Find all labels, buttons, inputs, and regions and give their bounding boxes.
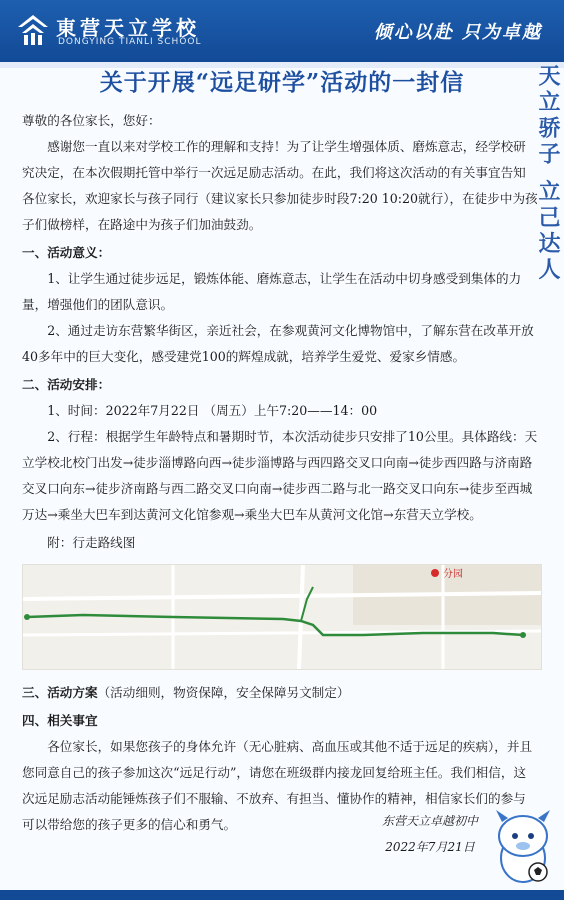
school-slogan: 倾心以赴 只为卓越 (373, 22, 542, 43)
map-pin-icon (431, 569, 439, 577)
letter-body (22, 108, 538, 838)
letter-title: 关于开展“远足研学”活动的一封信 (99, 69, 465, 96)
section-3-line (22, 680, 538, 706)
section-2-para-2: 2、行程：根据学生年龄特点和暑期时节，本次活动徒步只安排了10公里。具体路线：天立学校北校门出发→徒步淄博路向西→徒步淄博路与西四路交叉口向南→徒步西四路与济南路交叉口向东→徒步济南路与西二路交叉口向南→徒步西二路与北一路交叉口向东→徒步至西城万达→乘坐大巴车到达黄河文化馆参观→乘坐大巴车从黄河文化馆→东营天立学校。 (22, 429, 538, 522)
mascot-icon (488, 806, 558, 886)
section-2-heading: 二、活动安排： (22, 377, 111, 392)
attachment-label: 附：行走路线图 (47, 535, 136, 550)
section-2-para-1: 1、时间：2022年7月22日 （周五）上午7:20——14：00 (47, 403, 378, 418)
intro-paragraph: 感谢您一直以来对学校工作的理解和支持！为了让学生增强体质、磨炼意志，经学校研究决定，在本次假期托管中举行一次远足励志活动。在此，我们将这次活动的有关事宜告知各位家长，欢迎家长与孩子同行（建议家长只参加徒步时段7:20 10:20就行），在徒步中为孩子们做榜样，在路途中为孩子们加油鼓劲。 (22, 139, 538, 232)
signature-block (360, 808, 500, 860)
header-banner (0, 0, 564, 62)
footer-bar (0, 890, 564, 900)
school-logo-icon (16, 13, 50, 47)
route-map-graphic (23, 565, 541, 669)
greeting: 尊敬的各位家长，您好： (22, 113, 161, 128)
signature-org: 东营天立卓越初中 (381, 814, 478, 828)
route-map (22, 564, 542, 670)
section-3-heading: 三、活动方案 (22, 685, 98, 700)
section-1-heading: 一、活动意义： (22, 245, 111, 260)
map-label: 分园 (443, 569, 463, 580)
section-1-para-2: 2、通过走访东营繁华街区，亲近社会，在参观黄河文化博物馆中，了解东营在改革开放40多年中的巨大变化，感受建党100的辉煌成就，培养学生爱党、爱家乡情感。 (22, 323, 534, 364)
section-1-para-1: 1、让学生通过徒步远足，锻炼体能、磨炼意志，让学生在活动中切身感受到集体的力量，增强他们的团队意识。 (22, 271, 522, 312)
school-name-cn: 東营天立学校 (56, 16, 200, 40)
school-name-en: DONGYING TIANLI SCHOOL (58, 37, 202, 47)
signature-date: 2022年7月21日 (385, 840, 475, 854)
section-4-heading: 四、相关事宜 (22, 713, 98, 728)
section-3-note: （活动细则，物资保障，安全保障另文制定） (97, 685, 350, 700)
side-decoration-text: 天立骄子 立己达人 (535, 64, 560, 284)
section-4-para: 各位家长，如果您孩子的身体允许（无心脏病、高血压或其他不适于远足的疾病），并且您同意自己的孩子参加这次“远足行动”，请您在班级群内接龙回复给班主任。我们相信，这次远足励志活动能锤炼孩子们不服输、不放弃、有担当、懂协作的精神，相信家长们的参与可以带给您的孩子更多的信心和勇气。 (22, 739, 533, 832)
